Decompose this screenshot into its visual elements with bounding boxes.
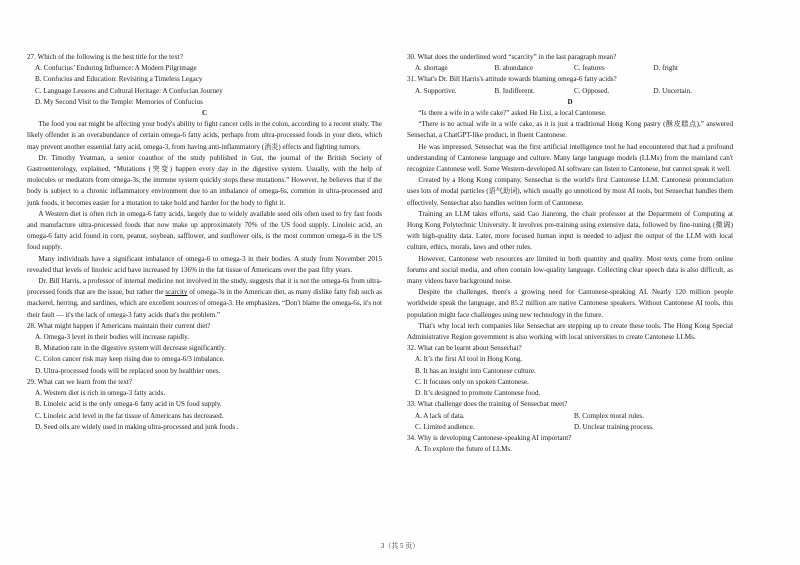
passage-d-paragraph-2: “There is no actual wife in a wife cake, as it is just a traditional Hong Kong pastry (酥皮糕点),” answered Sensechat, a ChatGPT-like product, in fluent Cantonese. [407,120,733,140]
q29-option-d: D. Seed oils are widely used in making ultra-processed and junk foods . [35,422,239,431]
section-heading-d: D [567,97,573,106]
q33-option-b: B. Complex moral rules. [574,411,644,420]
q32-option-a: A. It’s the first AI tool in Hong Kong. [415,355,523,364]
q31-option-d: D. Uncertain. [653,86,692,95]
q28-option-a: A. Omega-3 level in their bodies will increase rapidly. [35,333,189,342]
q27-option-a: A. Confucius’ Enduring Influence: A Modern Pilgrimage [35,64,197,73]
passage-d-paragraph-1: “Is there a wife in a wife cake?” asked He Lixi, a local Cantonese. [418,109,607,118]
question-34: 34. Why is developing Cantonese-speaking AI important? [407,433,572,442]
question-30: 30. What does the underlined word “scarcity” in the last paragraph mean? [407,53,617,61]
q27-option-d: D. My Second Visit to the Temple: Memories of Confucius [35,97,203,106]
q27-option-c: C. Language Lessons and Cultural Heritage: A Confucian Journey [35,86,223,95]
question-32: 32. What can be learnt about Sensechat? [407,344,522,353]
passage-c-paragraph-3: A Western diet is often rich in omega-6 fatty acids, largely due to widely available seed oils often used to fry fast foods and manufacture ultra-processed foods that now make up approximately 70% of the US food supply. Linoleic acid, an omega-6 fatty acid found in corn, peanut, soybean, safflower, and sunflower oils, is the most common omega-6 in the US food supply. [27,209,382,252]
underlined-word-scarcity: scarcity [165,288,188,297]
passage-d-paragraph-6: However, Cantonese web resources are limited in both quantity and quality. Most texts come from online forums and social media, and often contain low-quality language. Collecting clear speech data is also difficult, as many videos have background noise. [407,254,733,286]
q34-option-a: A. To explore the future of LLMs. [415,445,513,454]
left-column [27,52,382,433]
q32-option-b: B. It has an insight into Cantonese culture. [415,366,536,375]
q33-option-c: C. Limited audience. [415,422,475,431]
passage-c-paragraph-4: Many individuals have a significant imbalance of omega-6 to omega-3 in their bodies. A study from November 2015 revealed that levels of linoleic acid have increased by 136% in the fat tissue of Americans over the past fifty years. [27,254,382,274]
question-31: 31. What's Dr. Bill Harris's attitude towards blaming omega-6 fatty acids? [407,75,617,84]
passage-c-paragraph-5 [27,276,382,321]
passage-d-paragraph-7: Despite the challenges, there's a growing need for Cantonese-speaking AI. Nearly 120 million people worldwide speak the language, and 85.2 million are native Cantonese speakers. Without Cantonese AI tools, this population might face challenges using new technology in the future. [407,288,733,319]
q31-option-b: B. Indifferent. [494,86,535,95]
q31-option-a: A. Supportive. [415,86,457,95]
passage-d-paragraph-3: He was impressed. Sensechat was the first artificial intelligence tool he had encountered that had a profound understanding of Cantonese language and culture. Many large language models (LLMs) from the mainland can't recognize Cantonese well. Some Western-developed AI software can listen to Cantonese, but cannot speak it well. [407,142,733,174]
q28-option-b: B. Mutation rate in the digestive system will decrease significantly. [35,344,226,353]
passage-d-paragraph-8: That's why local tech companies like Sensechat are stepping up to create these tools. The Hong Kong Special Administrative Region government is also working with local universities to create Cantonese LLMs. [407,321,733,342]
passage-d-paragraph-4: Created by a Hong Kong company, Sensechat is the world's first Cantonese LLM. Cantonese pronunciation uses lots of modal particles (语气助词), which usually go unnoticed by most AI tools, but Sensechat handles them effectively. Sensechat also handles written form of Cantonese. [407,176,733,207]
q30-option-c: C. features [574,64,605,73]
q28-option-c: C. Colon cancer risk may keep rising due to omega-6/3 imbalance. [35,355,225,364]
question-27: 27. Which of the following is the best title for the text? [27,53,183,61]
question-28: 28. What might happen if Americans maintain their current diet? [27,321,211,330]
q29-option-c: C. Linoleic acid level in the fat tissue of Americans has decreased. [35,411,224,420]
q33-option-a: A. A lack of data. [415,411,465,420]
page-number-footer: 3（共 5 页） [380,542,420,550]
passage-d-paragraph-5: Training an LLM takes efforts, said Cao Jianrong, the chair professor at the Department of Computing at Hong Kong Polytechnic University. It involves pre-training using extensive data, followed by fine-tuning (微调) with high-quality data. Later, more focused human input is needed to adjust the output of the LLM with local culture, ethics, morals, laws and other rules. [407,209,733,252]
q30-option-a: A. shortage [415,64,448,73]
right-column [407,52,733,455]
question-29: 29. What can we learn from the text? [27,377,133,386]
q32-option-d: D. It’s designed to promote Cantonese food. [415,389,541,398]
q30-options [407,63,733,74]
q32-option-c: C. It focuses only on spoken Cantonese. [415,377,529,386]
q31-options [407,86,733,97]
q29-option-a: A. Western diet is rich in omega-3 fatty acids. [35,389,166,398]
q33-options [407,411,733,433]
q30-option-b: B. abundance [494,64,534,73]
q27-option-b: B. Confucius and Education: Revisiting a Timeless Legacy [35,75,203,84]
section-heading-c: C [201,109,208,118]
q33-option-d: D. Unclear training process. [574,422,654,431]
q28-option-d: D. Ultra-processed foods will be replaced soon by healthier ones. [35,366,221,375]
q29-option-b: B. Linoleic acid is the only omega-6 fatty acid in US food supply. [35,400,222,409]
question-33: 33. What challenge does the training of Sensechat meet? [407,400,568,409]
passage-c-paragraph-1: The food you eat might be affecting your body's ability to fight cancer cells in the colon, according to a recent study. The likely offender is an overabundance of certain omega-6 fatty acids, perhaps from ultra-processed foods in your diets, which may prevent another essential fatty acid, omega-3, from having anti-inflammatory (消炎) effects and fighting tumors. [27,120,382,151]
q31-option-c: C. Opposed. [574,86,610,95]
q30-option-d: D. fright [653,64,678,73]
paragraph-5-text-end: of omega-3s in the American diet, as many dislike fatty fish such as mackerel, herring, and sardines, which are excellent sources of omega-3. He emphasizes, “Don't blame the omega-6s, it's not their fault — it's the lack of omega-3 fatty acids that's the problem.” [27,288,382,319]
passage-c-paragraph-2: Dr. Timothy Yeatman, a senior coauthor of the study published in Gut, the journal of the British Society of Gastroenterology, explained, “Mutations (突变) happen every day in the digestive system. Usually, with the help of molecules or mediators from omega-3s, the immune system quickly stops these mutations.” However, he believes that if the body is subject to a chronic inflammatory environment due to an imbalance of omega-6s, common in ultra-processed and junk foods, it becomes easier for a mutation to take hold and harder for the body to fight it. [27,153,382,207]
paragraph-5-text-start: Dr. Bill Harris, a professor of internal medicine not involved in the study, suggests that it is not the omega-6s from ultra-processed foods that are the issue, but rather the [27,277,382,297]
